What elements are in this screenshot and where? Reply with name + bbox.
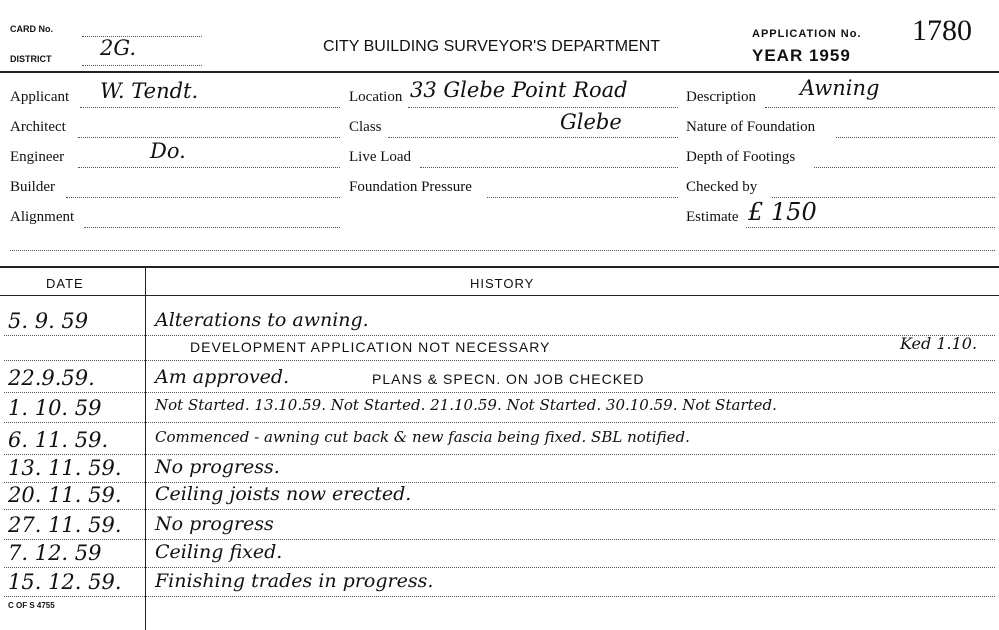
application-no-label: APPLICATION No.: [752, 28, 862, 40]
class-label: Class: [349, 119, 382, 135]
applicant-value: W. Tendt.: [100, 79, 199, 103]
history-stamp: DEVELOPMENT APPLICATION NOT NECESSARY: [190, 339, 551, 355]
history-entry: Finishing trades in progress.: [155, 570, 434, 592]
foundation-pressure-label: Foundation Pressure: [349, 179, 472, 195]
history-date: 27. 11. 59.: [8, 513, 122, 537]
history-row-rule: [4, 509, 995, 510]
header-divider: [0, 71, 999, 73]
date-header: DATE: [46, 276, 84, 291]
history-entry: Ceiling fixed.: [155, 541, 283, 563]
description-value: Awning: [800, 76, 880, 100]
location-line: [408, 107, 678, 108]
builder-label: Builder: [10, 179, 55, 195]
history-entry: Ceiling joists now erected.: [155, 483, 412, 505]
history-date: 6. 11. 59.: [8, 428, 109, 452]
alignment-label: Alignment: [10, 209, 75, 225]
history-note: Ked 1.10.: [900, 334, 978, 353]
location-label: Location: [349, 89, 403, 105]
history-entry: No progress: [155, 513, 274, 535]
form-code: C OF S 4755: [8, 601, 55, 610]
history-date: 1. 10. 59: [8, 396, 102, 420]
estimate-label: Estimate: [686, 209, 739, 225]
date-column-divider: [145, 266, 146, 630]
class-value: Glebe: [560, 110, 622, 134]
estimate-value: £ 150: [748, 198, 817, 226]
history-entry: Alterations to awning.: [155, 309, 369, 331]
history-entry: Commenced - awning cut back & new fascia being fixed. SBL notified.: [155, 428, 690, 446]
history-date: 5. 9. 59: [8, 309, 89, 333]
history-entry: Not Started. 13.10.59. Not Started. 21.10.59. Not Started. 30.10.59. Not Started.: [155, 396, 777, 414]
history-entry: Am approved.: [155, 366, 290, 388]
depth-of-footings-label: Depth of Footings: [686, 149, 796, 165]
engineer-line: [78, 167, 340, 168]
depth-of-footings-line: [814, 167, 995, 168]
history-date: 7. 12. 59: [8, 541, 102, 565]
location-value: 33 Glebe Point Road: [410, 78, 628, 102]
history-date: 15. 12. 59.: [8, 570, 122, 594]
alignment-line: [84, 227, 340, 228]
history-row-rule: [4, 596, 995, 597]
year-label: YEAR 1959: [752, 46, 851, 65]
department-title: CITY BUILDING SURVEYOR'S DEPARTMENT: [323, 38, 661, 55]
architect-line: [78, 137, 340, 138]
estimate-line: [746, 227, 995, 228]
live-load-line: [420, 167, 678, 168]
card-no-label: CARD No.: [10, 24, 53, 34]
history-header: HISTORY: [470, 276, 535, 291]
history-date: 13. 11. 59.: [8, 456, 122, 480]
nature-of-foundation-line: [836, 137, 995, 138]
history-top-rule: [0, 266, 999, 268]
district-label: DISTRICT: [10, 54, 52, 64]
builder-line: [66, 197, 340, 198]
history-row-rule: [4, 422, 995, 423]
history-date: 22.9.59.: [8, 366, 95, 390]
description-label: Description: [686, 89, 756, 105]
history-date: 20. 11. 59.: [8, 483, 122, 507]
district-value: 2G.: [100, 36, 137, 60]
applicant-label: Applicant: [10, 89, 70, 105]
extra-line: [10, 250, 995, 251]
checked-by-label: Checked by: [686, 179, 758, 195]
applicant-line: [80, 107, 340, 108]
history-row-rule: [4, 567, 995, 568]
district-line: [82, 65, 202, 66]
live-load-label: Live Load: [349, 149, 412, 165]
history-stamp: PLANS & SPECN. ON JOB CHECKED: [372, 371, 645, 387]
engineer-label: Engineer: [10, 149, 65, 165]
class-line: [388, 137, 678, 138]
history-row-rule: [4, 482, 995, 483]
history-row-rule: [4, 454, 995, 455]
foundation-pressure-line: [487, 197, 678, 198]
history-entry: No progress.: [155, 456, 280, 478]
description-line: [765, 107, 995, 108]
application-no: 1780: [912, 14, 972, 47]
history-row-rule: [4, 360, 995, 361]
history-header-rule: [0, 295, 999, 296]
history-row-rule: [4, 392, 995, 393]
nature-of-foundation-label: Nature of Foundation: [686, 119, 816, 135]
engineer-value: Do.: [150, 139, 186, 163]
history-row-rule: [4, 539, 995, 540]
history-row-rule: [4, 335, 995, 336]
architect-label: Architect: [10, 119, 66, 135]
